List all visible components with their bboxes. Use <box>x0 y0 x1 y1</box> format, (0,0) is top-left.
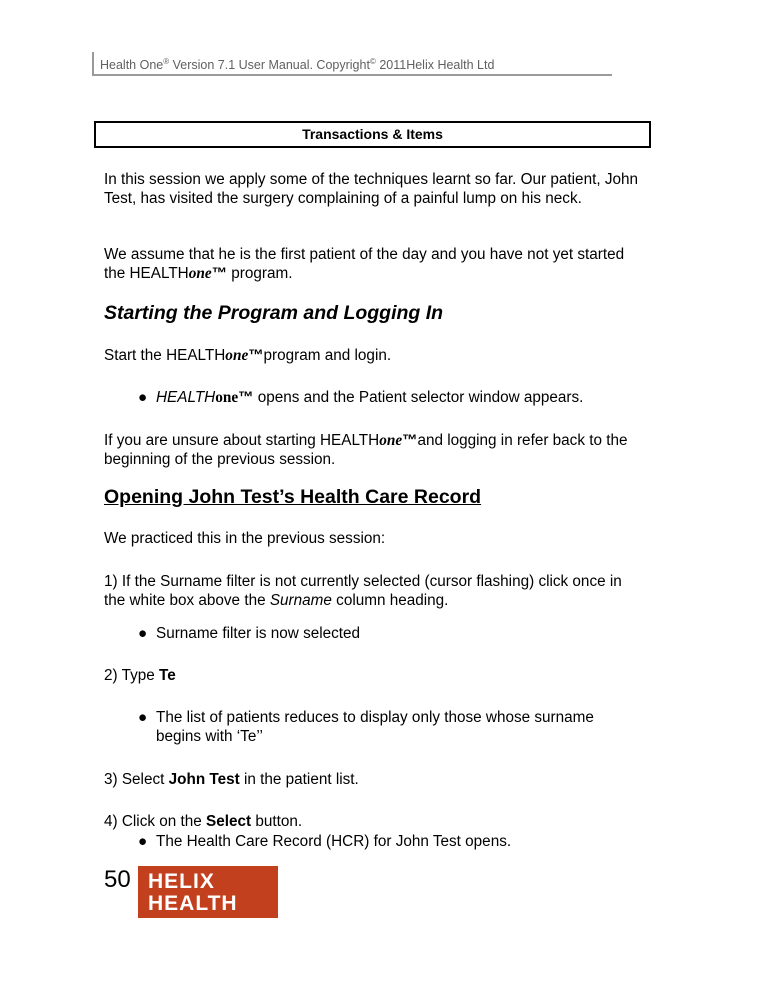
step-4: 4) Click on the Select button. <box>104 813 303 830</box>
list-item: ● The Health Care Record (HCR) for John Test opens. <box>138 833 512 850</box>
helix-health-logo: HELIX HEALTH <box>138 866 278 918</box>
bullet-icon: ● <box>138 625 148 642</box>
step-2: 2) Type Te <box>104 667 176 684</box>
step-3: 3) Select John Test in the patient list. <box>104 771 359 788</box>
start-program-paragraph: Start the HEALTHone™program and login. <box>104 347 392 364</box>
list-item: ● HEALTHone™ opens and the Patient selector window appears. <box>138 389 584 406</box>
heading-starting-program: Starting the Program and Logging In <box>104 302 444 324</box>
heading-opening-record: Opening John Test’s Health Care Record <box>104 486 482 508</box>
page-number: 50 <box>104 866 131 893</box>
list-item: ● The list of patients reduces to display only those whose surname begins with ‘Te’’ <box>138 709 594 745</box>
practiced-paragraph: We practiced this in the previous session: <box>104 530 386 547</box>
intro-paragraph-2: We assume that he is the first patient of the day and you have not yet started the HEALTHone™ program. <box>104 246 625 282</box>
intro-paragraph-1: In this session we apply some of the techniques learnt so far. Our patient, John Test, has visited the surgery complaining of a painful lump on his neck. <box>104 171 638 207</box>
bullet-icon: ● <box>138 833 148 850</box>
list-item: ● Surname filter is now selected <box>138 625 361 642</box>
bullet-icon: ● <box>138 389 148 406</box>
section-title-box: Transactions & Items <box>94 121 651 148</box>
bullet-icon: ● <box>138 709 148 726</box>
step-1: 1) If the Surname filter is not currently selected (cursor flashing) click once in the white box above the Surname column heading. <box>104 573 622 609</box>
page-header: Health One® Version 7.1 User Manual. Copyright© 2011Helix Health Ltd <box>92 52 612 76</box>
unsure-paragraph: If you are unsure about starting HEALTHone™and logging in refer back to the beginning of the previous session. <box>104 432 628 468</box>
